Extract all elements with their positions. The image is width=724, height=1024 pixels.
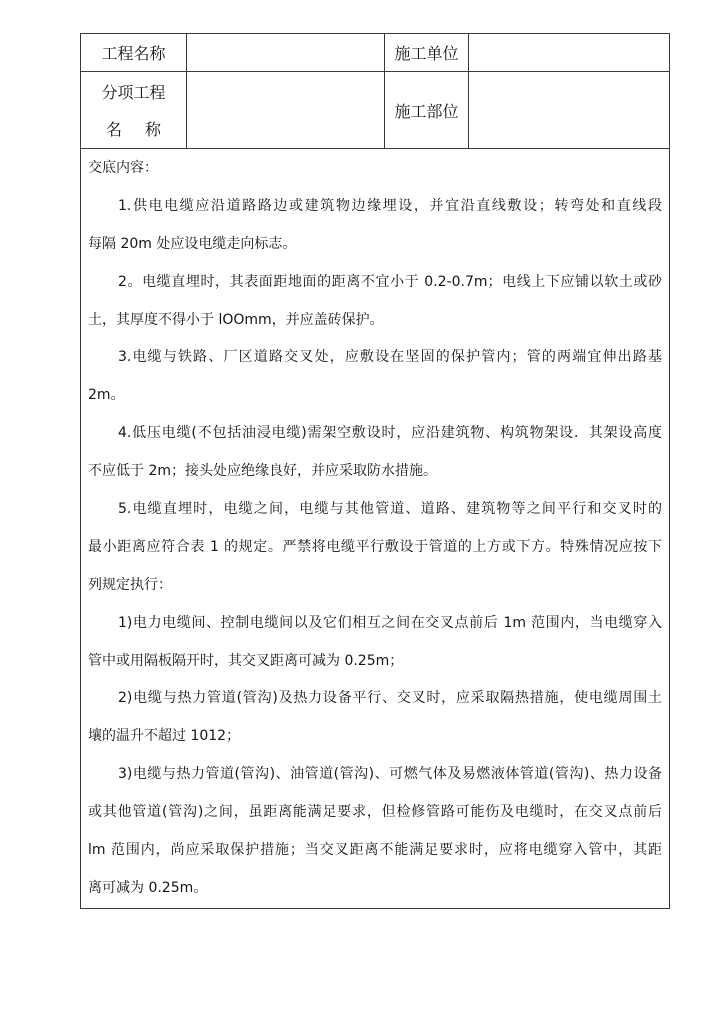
construction-unit-label: 施工单位 (385, 34, 469, 72)
sub-project-label-line-1: 分项工程 (101, 83, 166, 102)
disclosure-line: 管中或用隔板隔开时，其交叉距离可减为 0.25m； (88, 652, 404, 669)
disclosure-line: 2m。 (88, 387, 125, 404)
disclosure-line: 壤的温升不超过 1012； (88, 728, 241, 745)
disclosure-line: 2)电缆与热力管道(管沟)及热力设备平行、交叉时，应采取隔热措施，使电缆周围土 (118, 690, 662, 707)
disclosure-line: 1.供电电缆应沿道路路边或建筑物边缘埋设，并宜沿直线敷设；转弯处和直线段 (118, 197, 662, 214)
construction-part-value (469, 72, 670, 149)
disclosure-line: 每隔 20m 处应设电缆走向标志。 (88, 235, 297, 252)
project-name-value (187, 34, 385, 72)
disclosure-item-3 (88, 339, 662, 415)
disclosure-form (80, 33, 670, 909)
disclosure-line: 3.电缆与铁路、厂区道路交叉处，应敷设在坚固的保护管内；管的两端宜伸出路基 (118, 349, 662, 366)
disclosure-line: lm 范围内，尚应采取保护措施；当交叉距离不能满足要求时，应将电缆穿入管中，其距 (88, 842, 662, 859)
disclosure-line: 离可减为 0.25m。 (88, 879, 208, 896)
construction-unit-value (469, 34, 670, 72)
disclosure-line: 2。电缆直埋时，其表面距地面的距离不宜小于 0.2-0.7m；电线上下应铺以软土或砂 (118, 273, 662, 290)
disclosure-item-4 (88, 415, 662, 491)
disclosure-item-5 (88, 491, 662, 605)
disclosure-item-1 (88, 188, 662, 264)
project-name-label: 工程名称 (81, 34, 187, 72)
sub-project-label-line-2: 名 称 (105, 120, 162, 139)
disclosure-item-2 (88, 264, 662, 340)
disclosure-line: 5.电缆直埋时，电缆之间，电缆与其他管道、道路、建筑物等之间平行和交叉时的 (118, 501, 662, 518)
disclosure-line: 土，其厚度不得小于 lOOmm，并应盖砖保护。 (88, 311, 384, 328)
header-row-2 (81, 72, 670, 149)
disclosure-subitem-2 (88, 680, 662, 756)
header-row-1 (81, 34, 670, 72)
disclosure-line: 不应低于 2m；接头处应绝缘良好，并应采取防水措施。 (88, 463, 437, 480)
disclosure-row (81, 149, 670, 909)
disclosure-line: 3)电缆与热力管道(管沟)、油管道(管沟)、可燃气体及易燃液体管道(管沟)、热力设备 (118, 766, 662, 783)
disclosure-subitem-3 (88, 756, 662, 908)
disclosure-line: 列规定执行： (88, 576, 172, 593)
sub-project-value (187, 72, 385, 149)
disclosure-content (81, 149, 670, 909)
disclosure-line: 或其他管道(管沟)之间，虽距离能满足要求，但检修管路可能伤及电缆时，在交叉点前后 (88, 804, 662, 821)
disclosure-line: 1)电力电缆间、控制电缆间以及它们相互之间在交叉点前后 1m 范围内，当电缆穿入 (118, 614, 662, 631)
disclosure-subitem-1 (88, 605, 662, 681)
sub-project-label (81, 72, 187, 149)
disclosure-line: 4.低压电缆(不包括油浸电缆)需架空敷设时，应沿建筑物、构筑物架设．其架设高度 (118, 425, 662, 442)
construction-part-label: 施工部位 (385, 72, 469, 149)
disclosure-title: 交底内容： (88, 160, 158, 176)
disclosure-line: 最小距离应符合表 1 的规定。严禁将电缆平行敷设于管道的上方或下方。特殊情况应按下 (88, 538, 662, 555)
